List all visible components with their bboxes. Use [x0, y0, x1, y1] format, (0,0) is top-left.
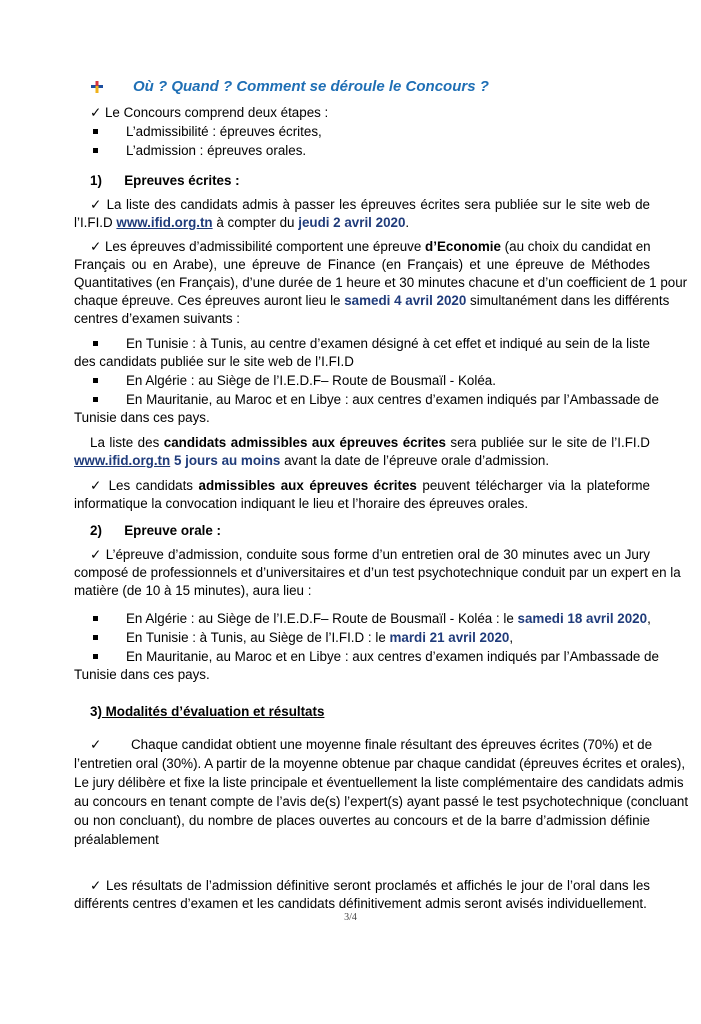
page-heading: Où ? Quand ? Comment se déroule le Concours ? — [133, 78, 489, 95]
bullet-icon — [93, 635, 98, 640]
s1-p3-line1: La liste des candidats admissibles aux épreuves écrites sera publiée sur le site de l’I.FI.D — [90, 435, 650, 450]
intro-item-admission: L’admission : épreuves orales. — [126, 143, 307, 158]
oral-date-tunisie: mardi 21 avril 2020 — [389, 630, 510, 645]
s1-p1-line2: l’I.FI.D www.ifid.org.tn à compter du jeudi 2 avril 2020. — [74, 215, 410, 230]
centre-mauritanie-line1: En Mauritanie, au Maroc et en Libye : aux centres d’examen indiqués par l’Ambassade de — [126, 392, 659, 407]
centre-algerie: En Algérie : au Siège de l’I.E.D.F– Route de Bousmaïl - Koléa. — [126, 373, 496, 388]
check-icon: ✓ — [90, 197, 103, 212]
heading-bullet-icon — [91, 81, 103, 93]
s3-p1: ✓ Chaque candidat obtient une moyenne finale résultant des épreuves écrites (70%) et de l’entretien oral (30%). A partir de la moyenne obtenue par chaque candidat (épreuves écrites et orales), Le jury délibère et fixe la liste principale et éventuellement la liste complémentaire des candidats admis au concours en tenant compte de l’avis de(s) l’expert(s) ayant passé le test psychotechnique (concluant ou non concluant), du nombre de places ouvertes au concours et de la barre d’admission définie préalablement — [74, 737, 689, 847]
centre-mauritanie-line2: Tunisie dans ces pays. — [74, 410, 210, 425]
check-icon: ✓ — [90, 478, 104, 493]
bullet-icon — [93, 129, 98, 134]
bullet-icon — [93, 616, 98, 621]
ifid-website-link[interactable]: www.ifid.org.tn — [116, 215, 213, 230]
bullet-icon — [93, 341, 98, 346]
section-3-heading: 3) Modalités d’évaluation et résultats — [90, 704, 325, 719]
centre-tunisie-line2: des candidats publiée sur le site web de l’I.FI.D — [74, 354, 354, 369]
section-1-heading: 1) Epreuves écrites : — [90, 173, 240, 188]
oral-algerie: En Algérie : au Siège de l’I.E.D.F– Route de Bousmaïl - Koléa : le samedi 18 avril 2020, — [126, 611, 651, 626]
check-icon: ✓ — [90, 239, 102, 254]
check-icon: ✓ — [90, 105, 102, 120]
page-number: 3/4 — [344, 912, 357, 923]
s2-p1: ✓ L’épreuve d’admission, conduite sous forme d’un entretien oral de 30 minutes avec un Jury composé de professionnels et d’universitaires et d’un test psychotechnique conduit par un expert en la matière (de 10 à 15 minutes), aura lieu : — [74, 547, 681, 598]
intro-text: ✓ Le Concours comprend deux étapes : — [90, 105, 329, 120]
bullet-icon — [93, 654, 98, 659]
ifid-website-link[interactable]: www.ifid.org.tn — [74, 453, 171, 468]
s1-p2: ✓ Les épreuves d’admissibilité comportent une épreuve d’Economie (au choix du candidat en Français ou en Arabe), une épreuve de Finance (en Français) et une épreuve de Méthodes Quantitatives (en Français), d’une durée de 1 heure et 30 minutes chacune et d’un coefficient de 1 pour chaque épreuve. Ces épreuves auront lieu le samedi 4 avril 2020 simultanément dans les différents centres d’examen suivants : — [74, 239, 688, 326]
oral-date-algerie: samedi 18 avril 2020 — [517, 611, 648, 626]
s1-p3-line2: www.ifid.org.tn 5 jours au moins avant la date de l’épreuve orale d’admission. — [74, 453, 550, 468]
check-icon: ✓ — [90, 737, 102, 752]
centre-tunisie-line1: En Tunisie : à Tunis, au centre d’examen désigné à cet effet et indiqué au sein de la liste — [126, 336, 650, 351]
s3-p2: ✓ Les résultats de l’admission définitive seront proclamés et affichés le jour de l’oral dans les différents centres d’examen et les candidats définitivement admis seront avisés individuellement. — [74, 878, 650, 911]
check-icon: ✓ — [90, 878, 102, 893]
bullet-icon — [93, 397, 98, 402]
publication-date: jeudi 2 avril 2020 — [298, 215, 406, 230]
bullet-icon — [93, 378, 98, 383]
oral-mauritanie-line1: En Mauritanie, au Maroc et en Libye : aux centres d’examen indiqués par l’Ambassade de — [126, 649, 659, 664]
s1-p1-line1: ✓ La liste des candidats admis à passer les épreuves écrites sera publiée sur le site web de — [90, 197, 651, 212]
bullet-icon — [93, 148, 98, 153]
written-exam-date: samedi 4 avril 2020 — [344, 293, 467, 308]
s1-p4-line2: informatique la convocation indiquant le lieu et l’horaire des épreuves orales. — [74, 496, 529, 511]
check-icon: ✓ — [90, 547, 102, 562]
section-2-heading: 2) Epreuve orale : — [90, 523, 221, 538]
intro-item-admissibilite: L’admissibilité : épreuves écrites, — [126, 124, 322, 139]
s1-p4-line1: ✓ Les candidats admissibles aux épreuves écrites peuvent télécharger via la plateforme — [90, 478, 650, 493]
oral-tunisie: En Tunisie : à Tunis, au Siège de l’I.FI.D : le mardi 21 avril 2020, — [126, 630, 514, 645]
oral-mauritanie-line2: Tunisie dans ces pays. — [74, 667, 210, 682]
